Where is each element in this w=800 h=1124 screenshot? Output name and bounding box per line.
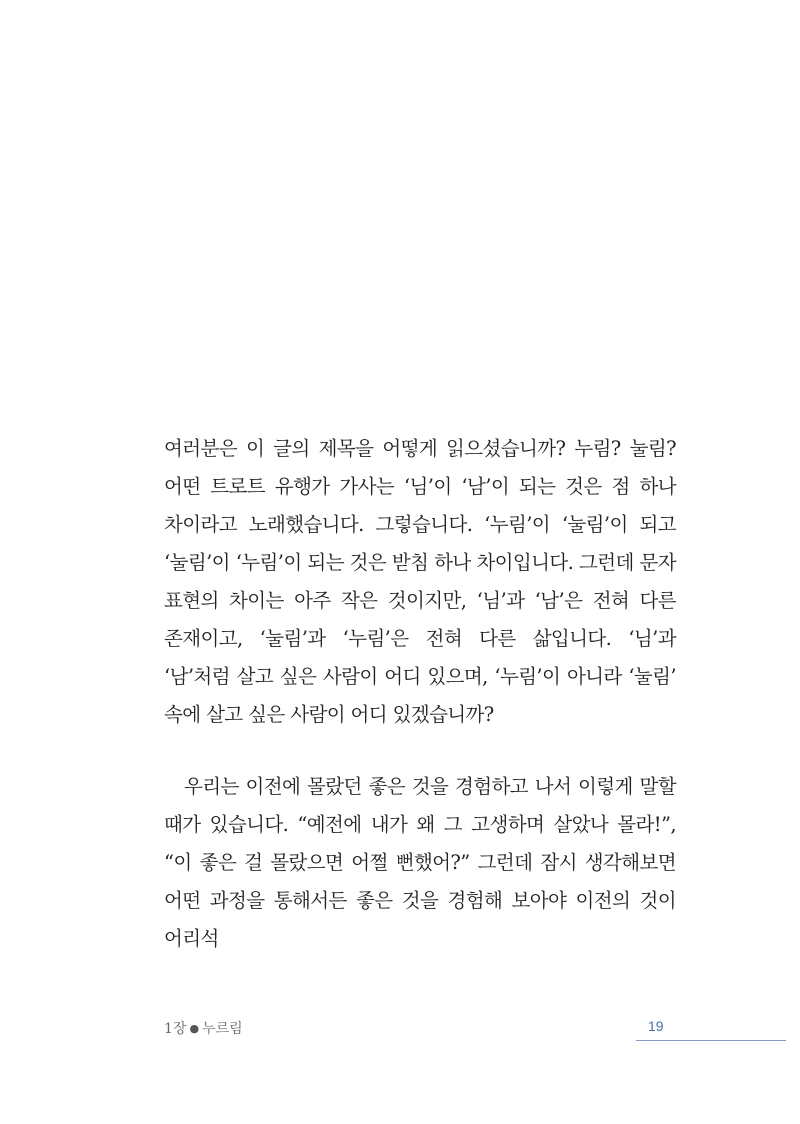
page-number-rule	[636, 1040, 786, 1041]
running-footer	[164, 1018, 243, 1038]
chapter-label: 1장	[164, 1021, 187, 1037]
bullet-icon: ●	[189, 1021, 200, 1035]
paragraph-2: 우리는 이전에 몰랐던 좋은 것을 경험하고 나서 이렇게 말할 때가 있습니다. “예전에 내가 왜 그 고생하며 살았나 몰라!”, “이 좋은 걸 몰랐으면 어쩔 뻔했어?” 그런데 잠시 생각해보면 어떤 과정을 통해서든 좋은 것을 경험해 보아야 이전의 것이 어리석	[164, 775, 676, 950]
page-number: 19	[648, 1018, 664, 1034]
body-text	[164, 430, 676, 958]
section-title: 누르림	[202, 1021, 243, 1037]
paragraph-1: 여러분은 이 글의 제목을 어떻게 읽으셨습니까? 누림? 눌림? 어떤 트로트 유행가 가사는 ‘님’이 ‘남’이 되는 것은 점 하나 차이라고 노래했습니다. 그렇습니다. ‘누림’이 ‘눌림’이 되고 ‘눌림’이 ‘누림’이 되는 것은 받침 하나 차이입니다. 그런데 문자 표현의 차이는 아주 작은 것이지만, ‘님’과 ‘남’은 전혀 다른 존재이고, ‘눌림’과 ‘누림’은 전혀 다른 삶입니다. ‘님’과 ‘남’처럼 살고 싶은 사람이 어디 있으며, ‘누림’이 아니라 ‘눌림’ 속에 살고 싶은 사람이 어디 있겠습니까?	[164, 437, 676, 726]
